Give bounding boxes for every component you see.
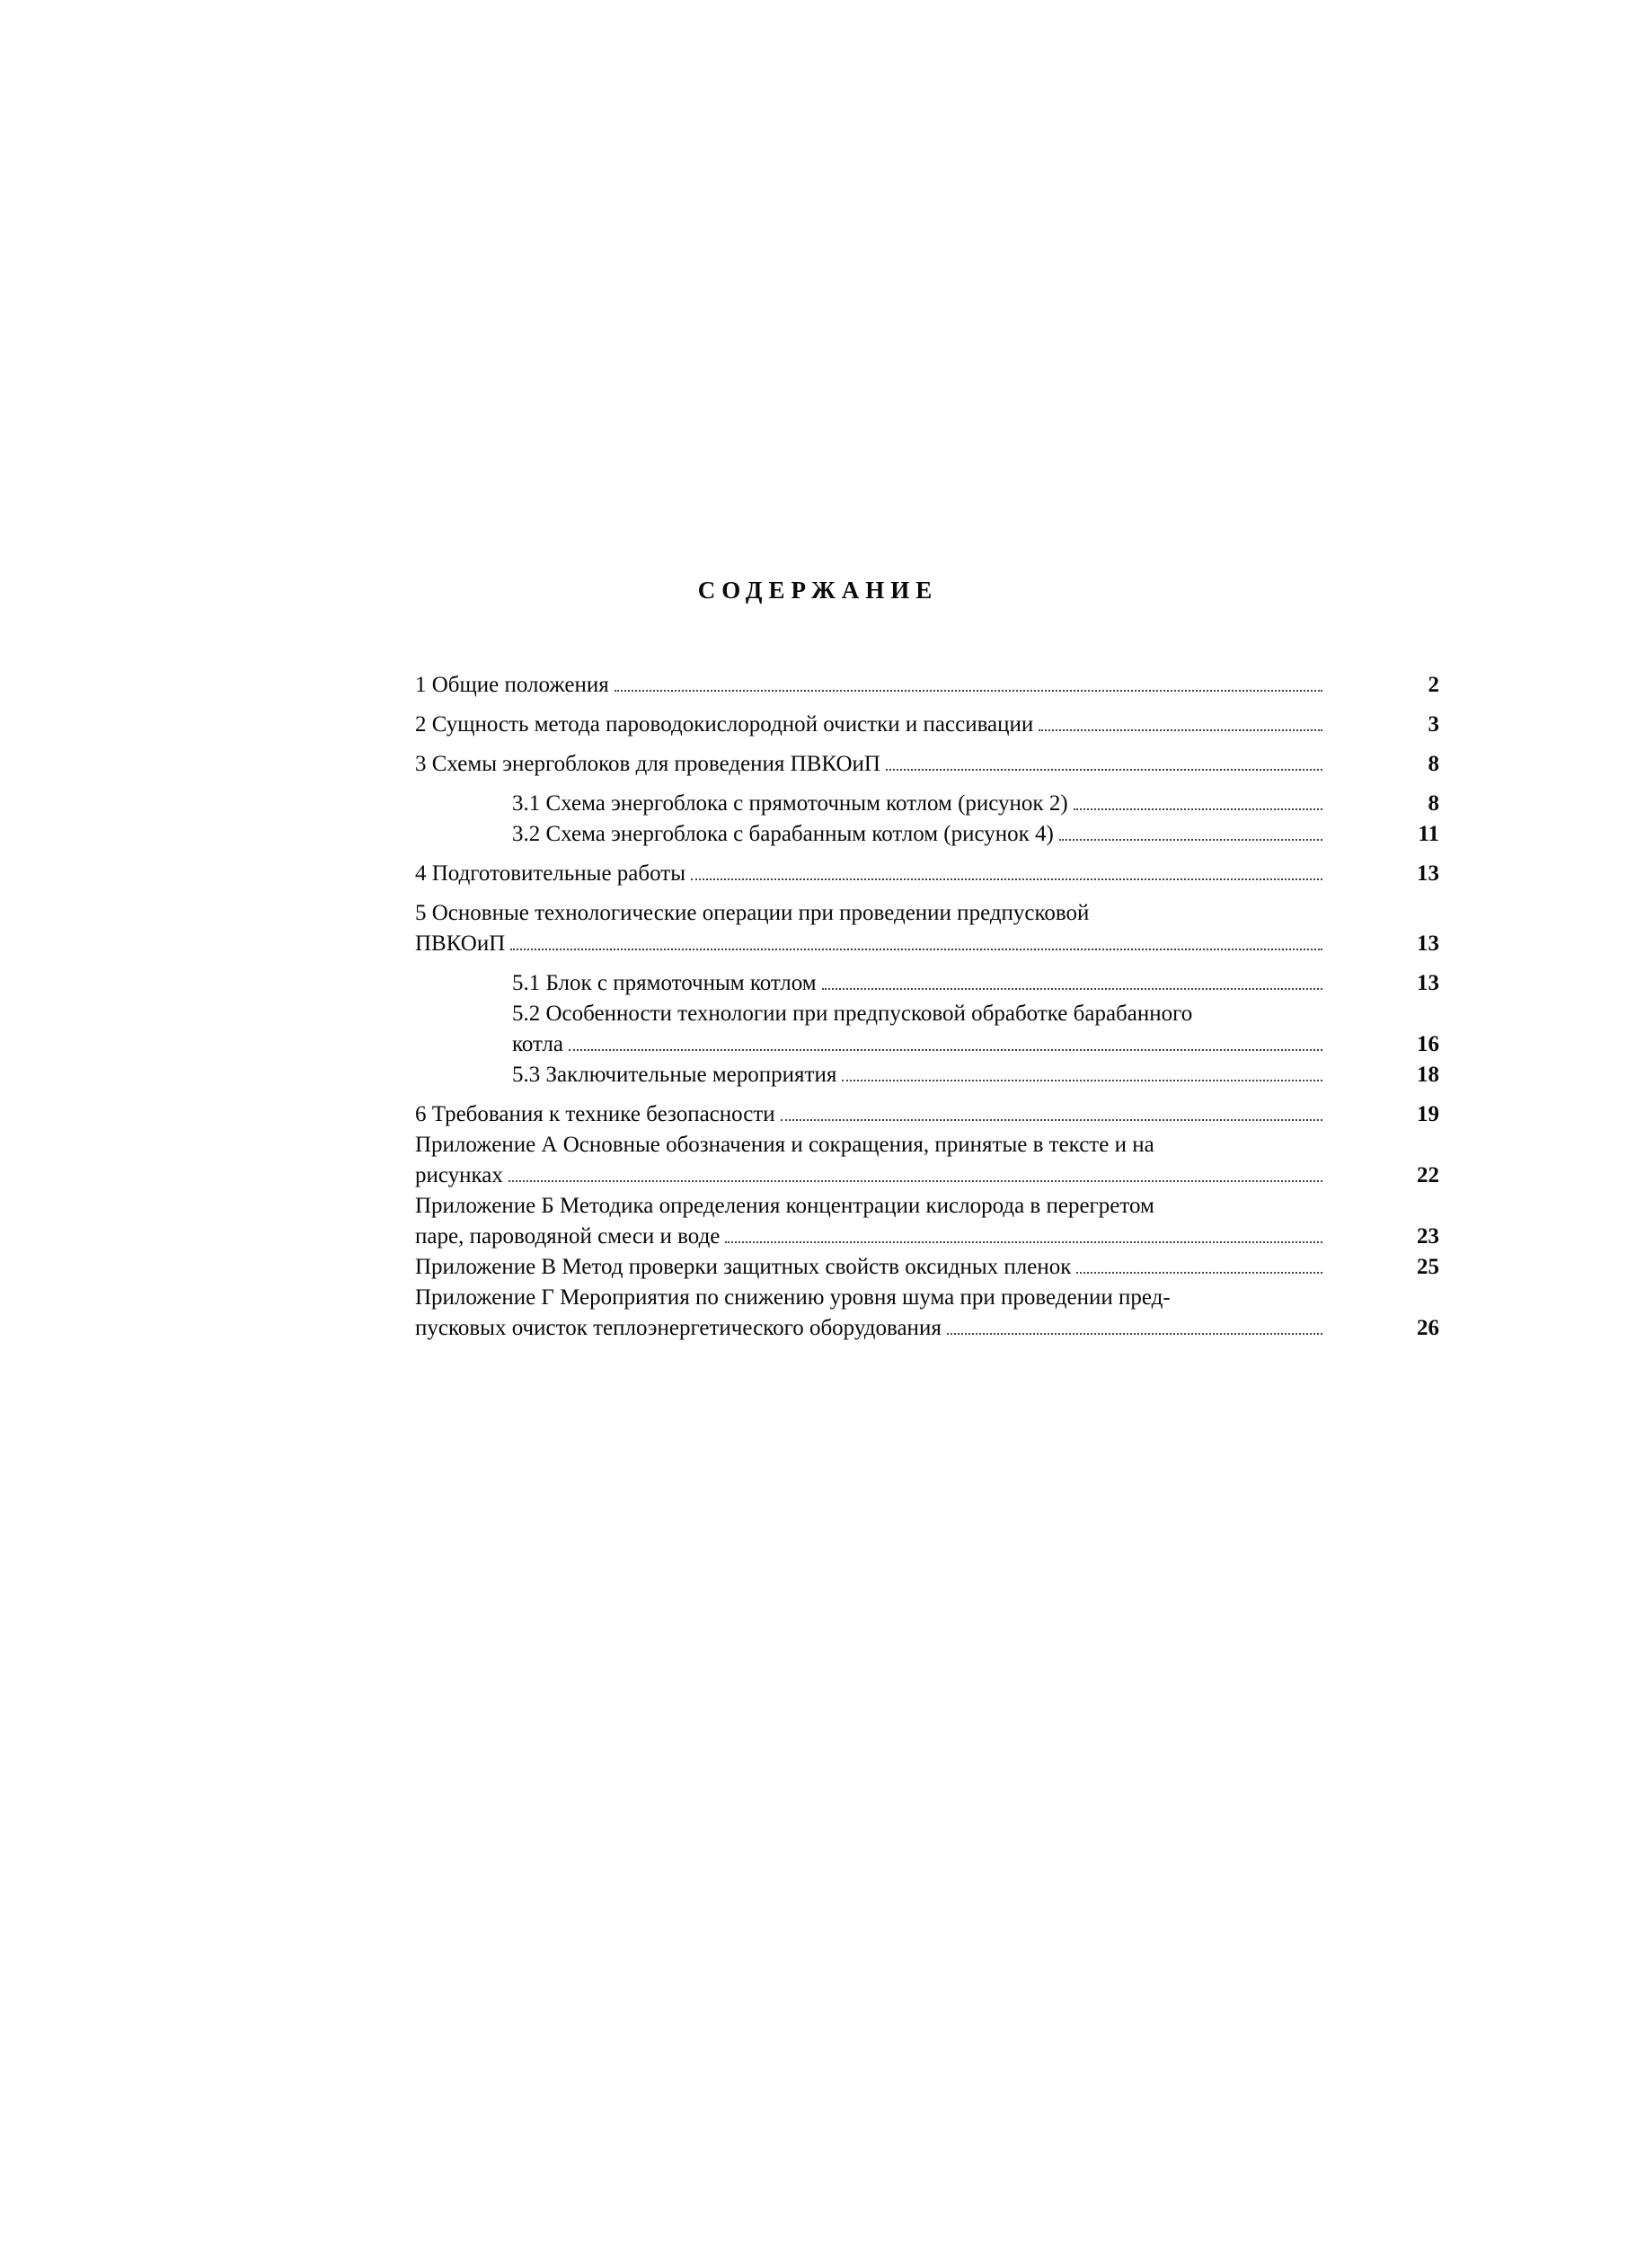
toc-entry-label: 5.1 Блок с прямоточным котлом [512, 971, 817, 995]
toc-entry [415, 749, 1439, 780]
toc-entry-label: 3 Схемы энергоблоков для проведения ПВКОиП [415, 752, 880, 776]
dot-leader [1039, 729, 1322, 731]
dot-leader [1074, 808, 1322, 810]
toc-entry-label: 5.3 Заключительные мероприятия [512, 1063, 837, 1087]
toc-entry [415, 999, 1439, 1060]
toc-entry [415, 1283, 1439, 1344]
toc-entry-first-line: 5.2 Особенности технологии при предпусковой обработке барабанного [512, 1002, 1193, 1026]
toc-page-number: 2 [1428, 673, 1439, 697]
toc-entry-label: 3.2 Схема энергоблока с барабанным котлом (рисунок 4) [512, 822, 1054, 846]
toc-entry-label: 3.1 Схема энергоблока с прямоточным котлом (рисунок 2) [512, 791, 1068, 816]
toc-entry-text [415, 749, 1326, 780]
toc-page-number: 13 [1417, 931, 1439, 956]
dot-leader [947, 1333, 1322, 1335]
toc-entry [415, 1060, 1439, 1090]
toc-entry-label: 6 Требования к технике безопасности [415, 1102, 775, 1126]
toc-entry-text [415, 670, 1326, 701]
toc-entry [415, 710, 1439, 740]
toc-entry-text [415, 999, 1326, 1060]
toc-entry-label: ПВКОиП [415, 931, 506, 956]
dot-leader [691, 878, 1322, 880]
dot-leader [725, 1241, 1322, 1243]
toc-entry-text [415, 1283, 1326, 1344]
toc-page-number: 8 [1428, 791, 1439, 816]
toc-entry [415, 968, 1439, 999]
toc-page-number: 25 [1417, 1255, 1439, 1279]
toc-entry-label: пусковых очисток теплоэнергетического оборудования [415, 1316, 942, 1340]
toc-entry [415, 1191, 1439, 1252]
toc-entry [415, 789, 1439, 819]
toc-entry-first-line: 5 Основные технологические операции при проведении предпусковой [415, 901, 1090, 925]
dot-leader [781, 1119, 1322, 1121]
toc-entry-text [415, 1060, 1326, 1090]
dot-leader [822, 988, 1322, 990]
toc-entry [415, 670, 1439, 701]
toc-page-number: 26 [1417, 1316, 1439, 1340]
toc-entry-label: рисунках [415, 1163, 503, 1187]
toc-page-number: 22 [1417, 1163, 1439, 1187]
toc-entry-label: 4 Подготовительные работы [415, 861, 686, 886]
dot-leader [508, 1180, 1322, 1182]
toc-entry-text [415, 1130, 1326, 1191]
toc-entry-text [415, 859, 1326, 889]
toc-entry-label: 1 Общие положения [415, 673, 609, 697]
toc-page-number: 13 [1417, 861, 1439, 886]
toc-page-number: 3 [1428, 712, 1439, 737]
toc-entry-label: котла [512, 1032, 563, 1056]
dot-leader [510, 949, 1322, 950]
toc-entry [415, 1130, 1439, 1191]
dot-leader [569, 1049, 1322, 1051]
toc-entry-label: паре, пароводяной смеси и воде [415, 1224, 721, 1249]
toc-page-number: 8 [1428, 752, 1439, 776]
toc-page-number: 18 [1417, 1063, 1439, 1087]
dot-leader [842, 1080, 1322, 1081]
toc-page-number: 13 [1417, 971, 1439, 995]
toc-list [415, 670, 1439, 1344]
toc-entry-text [415, 1191, 1326, 1252]
toc-entry-first-line: Приложение Б Методика определения концентрации кислорода в перегретом [415, 1194, 1154, 1218]
toc-entry-label: Приложение В Метод проверки защитных свойств оксидных пленок [415, 1255, 1072, 1279]
dot-leader [615, 690, 1322, 692]
toc-page-number: 23 [1417, 1224, 1439, 1249]
toc-page-number: 16 [1417, 1032, 1439, 1056]
toc-entry [415, 819, 1439, 850]
toc-entry-text [415, 1099, 1326, 1130]
toc-page-number: 11 [1418, 822, 1439, 846]
toc-entry [415, 1252, 1439, 1283]
toc-entry [415, 1099, 1439, 1130]
toc-page-number: 19 [1417, 1102, 1439, 1126]
dot-leader [886, 769, 1322, 771]
dot-leader [1076, 1272, 1322, 1274]
toc-entry-text [415, 898, 1326, 959]
toc-entry-text [415, 789, 1326, 819]
toc-entry [415, 898, 1439, 959]
toc-entry-first-line: Приложение Г Мероприятия по снижению уровня шума при проведении пред- [415, 1285, 1171, 1310]
toc-entry-text [415, 968, 1326, 999]
toc-entry-text [415, 819, 1326, 850]
toc-heading: СОДЕРЖАНИЕ [697, 577, 939, 604]
toc-entry-text [415, 1252, 1326, 1283]
toc-entry-label: 2 Сущность метода пароводокислородной очистки и пассивации [415, 712, 1034, 737]
toc-entry-first-line: Приложение А Основные обозначения и сокращения, принятые в тексте и на [415, 1133, 1154, 1157]
toc-entry [415, 859, 1439, 889]
toc-entry-text [415, 710, 1326, 740]
dot-leader [1059, 839, 1322, 841]
